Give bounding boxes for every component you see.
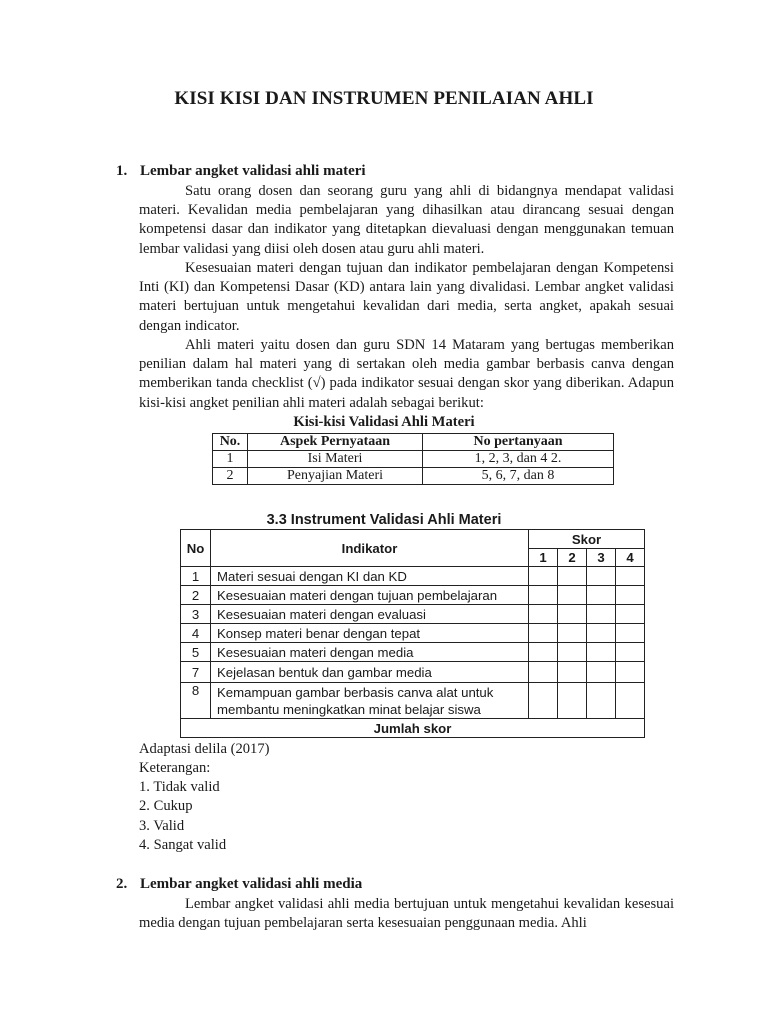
score-cell[interactable] — [558, 624, 587, 643]
page-title: KISI KISI DAN INSTRUMEN PENILAIAN AHLI — [174, 88, 594, 109]
score-cell[interactable] — [529, 643, 558, 662]
legend-title: Keterangan: — [139, 760, 211, 776]
score-cell[interactable] — [587, 605, 616, 624]
indikator-text: Kemampuan gambar berbasis canva alat untuk membantu meningkatkan minat belajar siswa — [211, 683, 529, 719]
legend-item: 2. Cukup — [139, 798, 193, 814]
score-cell[interactable] — [529, 662, 558, 683]
indikator-text: Konsep materi benar dengan tepat — [211, 624, 529, 643]
section-1-paragraph-1: Satu orang dosen dan seorang guru yang ahli di bidangnya mendapat validasi materi. Kevalidan media pembelajaran yang dihasilkan atau dirancang sesuai dengan kompetensi dasar dan indikator yang ditetapkan dievaluasi dengan menggunakan temuan lembar validasi yang diisi oleh dosen atau guru ahli materi. — [139, 183, 674, 257]
instrument-table-caption: 3.3 Instrument Validasi Ahli Materi — [266, 512, 502, 528]
header-skor: Skor — [529, 530, 645, 549]
section-2-number: 2. — [116, 876, 128, 892]
table-row — [181, 643, 645, 662]
legend-item: 1. Tidak valid — [139, 779, 220, 795]
score-cell[interactable] — [616, 643, 645, 662]
skor-col-2: 2 — [558, 549, 587, 567]
section-2-title: Lembar angket validasi ahli media — [140, 876, 363, 892]
table-cell: 5, 6, 7, dan 8 — [423, 468, 614, 485]
table-row — [181, 683, 645, 719]
indikator-text: Kesesuaian materi dengan tujuan pembelajaran — [211, 586, 529, 605]
score-cell[interactable] — [558, 662, 587, 683]
instrument-header-row — [181, 530, 645, 549]
section-1-paragraph-2: Kesesuaian materi dengan tujuan dan indikator pembelajaran dengan Kompetensi Inti (KI) dan Kompetensi Dasar (KD) antara lain yang divalidasi. Lembar angket validasi materi bertujuan untuk mengetahui kevalidan dari media, serta angket, apakah sesuai dengan indicator. — [139, 260, 674, 334]
source-note: Adaptasi delila (2017) — [139, 741, 270, 757]
skor-col-4: 4 — [616, 549, 645, 567]
row-number: 8 — [181, 683, 211, 719]
score-cell[interactable] — [616, 586, 645, 605]
header-no: No — [181, 530, 211, 567]
table-row — [213, 468, 614, 485]
indikator-text: Kejelasan bentuk dan gambar media — [211, 662, 529, 683]
score-cell[interactable] — [587, 662, 616, 683]
table-cell: 1, 2, 3, dan 4 2. — [423, 451, 614, 468]
header-no-pertanyaan: No pertanyaan — [423, 434, 614, 451]
table-cell: 2 — [213, 468, 248, 485]
row-number: 4 — [181, 624, 211, 643]
score-cell[interactable] — [558, 683, 587, 719]
row-number: 2 — [181, 586, 211, 605]
indikator-text: Materi sesuai dengan KI dan KD — [211, 567, 529, 586]
header-indikator: Indikator — [211, 530, 529, 567]
table-row — [181, 624, 645, 643]
score-cell[interactable] — [587, 683, 616, 719]
table-cell: Isi Materi — [248, 451, 423, 468]
score-cell[interactable] — [616, 624, 645, 643]
section-1-number: 1. — [116, 163, 128, 179]
score-cell[interactable] — [558, 567, 587, 586]
table-header-row — [213, 434, 614, 451]
legend-item: 4. Sangat valid — [139, 837, 227, 853]
header-no: No. — [213, 434, 248, 451]
score-cell[interactable] — [529, 586, 558, 605]
table-row — [181, 567, 645, 586]
score-cell[interactable] — [587, 624, 616, 643]
row-number: 1 — [181, 567, 211, 586]
indikator-text: Kesesuaian materi dengan evaluasi — [211, 605, 529, 624]
table-row — [213, 451, 614, 468]
header-aspek: Aspek Pernyataan — [248, 434, 423, 451]
row-number: 3 — [181, 605, 211, 624]
skor-col-3: 3 — [587, 549, 616, 567]
table-cell: 1 — [213, 451, 248, 468]
score-cell[interactable] — [616, 662, 645, 683]
score-cell[interactable] — [529, 624, 558, 643]
table-footer-row — [181, 719, 645, 738]
score-cell[interactable] — [587, 586, 616, 605]
section-1-title: Lembar angket validasi ahli materi — [140, 163, 366, 179]
score-cell[interactable] — [616, 683, 645, 719]
table-cell: Penyajian Materi — [248, 468, 423, 485]
row-number: 7 — [181, 662, 211, 683]
table-row — [181, 662, 645, 683]
score-cell[interactable] — [587, 643, 616, 662]
score-cell[interactable] — [587, 567, 616, 586]
section-1-heading — [116, 163, 366, 180]
indikator-text: Kesesuaian materi dengan media — [211, 643, 529, 662]
section-1-paragraph-3: Ahli materi yaitu dosen dan guru SDN 14 Mataram yang bertugas memberikan penilian dalam hal materi yang di sertakan oleh media gambar berbasis canva dengan memberikan tanda checklist (√) pada indikator sesuai dengan skor yang diberikan. Adapun kisi-kisi angket penilian ahli materi adalah sebagai berikut: — [139, 337, 674, 411]
score-cell[interactable] — [558, 586, 587, 605]
kisi-kisi-table — [212, 433, 614, 485]
score-cell[interactable] — [616, 605, 645, 624]
row-number: 5 — [181, 643, 211, 662]
section-2-paragraph-1: Lembar angket validasi ahli media bertujuan untuk mengetahui kevalidan kesesuai media dengan tujuan pembelajaran serta kesesuaian penggunaan media. Ahli — [139, 896, 674, 932]
table-row — [181, 605, 645, 624]
score-cell[interactable] — [529, 683, 558, 719]
score-cell[interactable] — [558, 643, 587, 662]
score-cell[interactable] — [558, 605, 587, 624]
legend-item: 3. Valid — [139, 818, 185, 834]
score-cell[interactable] — [529, 605, 558, 624]
instrument-table — [180, 529, 645, 738]
section-2-heading — [116, 876, 362, 893]
table-row — [181, 586, 645, 605]
score-cell[interactable] — [616, 567, 645, 586]
score-cell[interactable] — [529, 567, 558, 586]
kisi-table-caption: Kisi-kisi Validasi Ahli Materi — [293, 414, 475, 430]
skor-col-1: 1 — [529, 549, 558, 567]
jumlah-skor: Jumlah skor — [181, 719, 645, 738]
